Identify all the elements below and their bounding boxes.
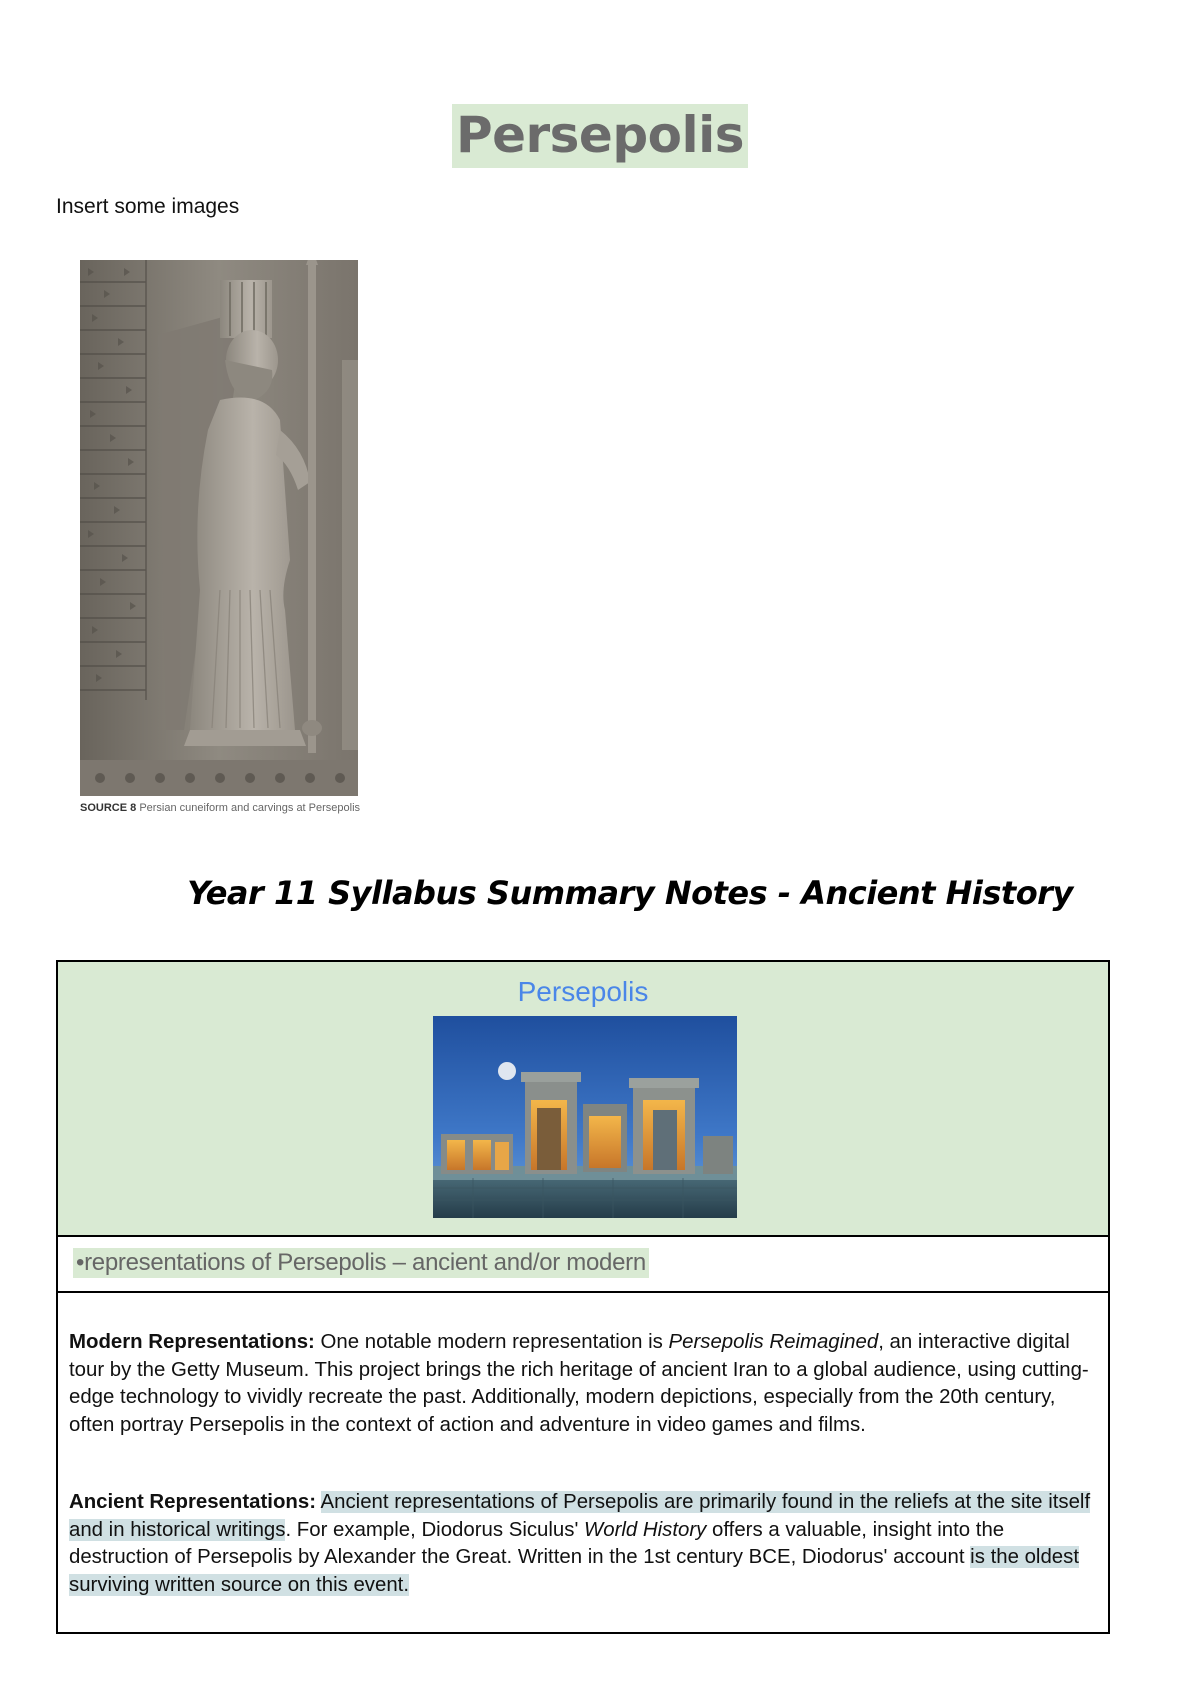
figure-caption — [80, 800, 370, 816]
table-header-cell — [58, 962, 1108, 1237]
ancient-highlight-2: is the oldest surviving written source on this event. — [69, 1546, 1079, 1596]
persian-soldier-relief-illustration — [80, 260, 358, 796]
topic-cell — [58, 1237, 1108, 1293]
palace-ruins-illustration — [433, 1016, 737, 1218]
topic-dot-point: •representations of Persepolis – ancient and/or modern — [73, 1248, 649, 1278]
page-title-wrap — [0, 104, 1200, 168]
ancient-text-1: . For example, Diodorus Siculus' — [285, 1518, 585, 1541]
document-subtitle: Year 11 Syllabus Summary Notes - Ancient History — [187, 874, 1073, 912]
modern-text-2: , an interactive digital tour by the Getty Museum. This project brings the rich heritage of ancient Iran to a global audience, using cutting-edge technology to vividly recreate the past. Additionally, modern depictions, especially from the 20th century, often portray Persepolis in the context of action and adventure in video games and films. — [69, 1331, 1089, 1436]
instruction-text: Insert some images — [56, 195, 240, 218]
ancient-highlight-1: Ancient representations of Persepolis are primarily found in the reliefs at the site itself and in historical writings — [69, 1491, 1091, 1541]
caption-label: SOURCE 8 — [80, 802, 137, 814]
modern-label: Modern Representations: — [69, 1331, 315, 1353]
relief-image — [80, 260, 358, 796]
ancient-label: Ancient Representations: — [69, 1491, 316, 1513]
table-header-title: Persepolis — [517, 976, 649, 1007]
palace-photo — [433, 1016, 737, 1218]
modern-text-1: One notable modern representation is — [314, 1331, 669, 1353]
summary-table — [56, 960, 1110, 1634]
page-title: Persepolis — [452, 104, 748, 168]
ancient-text-2: offers a valuable, insight into the destruction of Persepolis by Alexander the Great. Written in the 1st century BCE, Diodorus' account — [69, 1518, 1005, 1568]
modern-title-italic: Persepolis Reimagined — [668, 1331, 879, 1353]
ancient-representations-paragraph — [69, 1489, 1099, 1599]
caption-text: Persian cuneiform and carvings at Persepolis — [139, 802, 361, 814]
ancient-title-italic: World History — [584, 1518, 707, 1541]
modern-representations-paragraph — [69, 1329, 1099, 1439]
